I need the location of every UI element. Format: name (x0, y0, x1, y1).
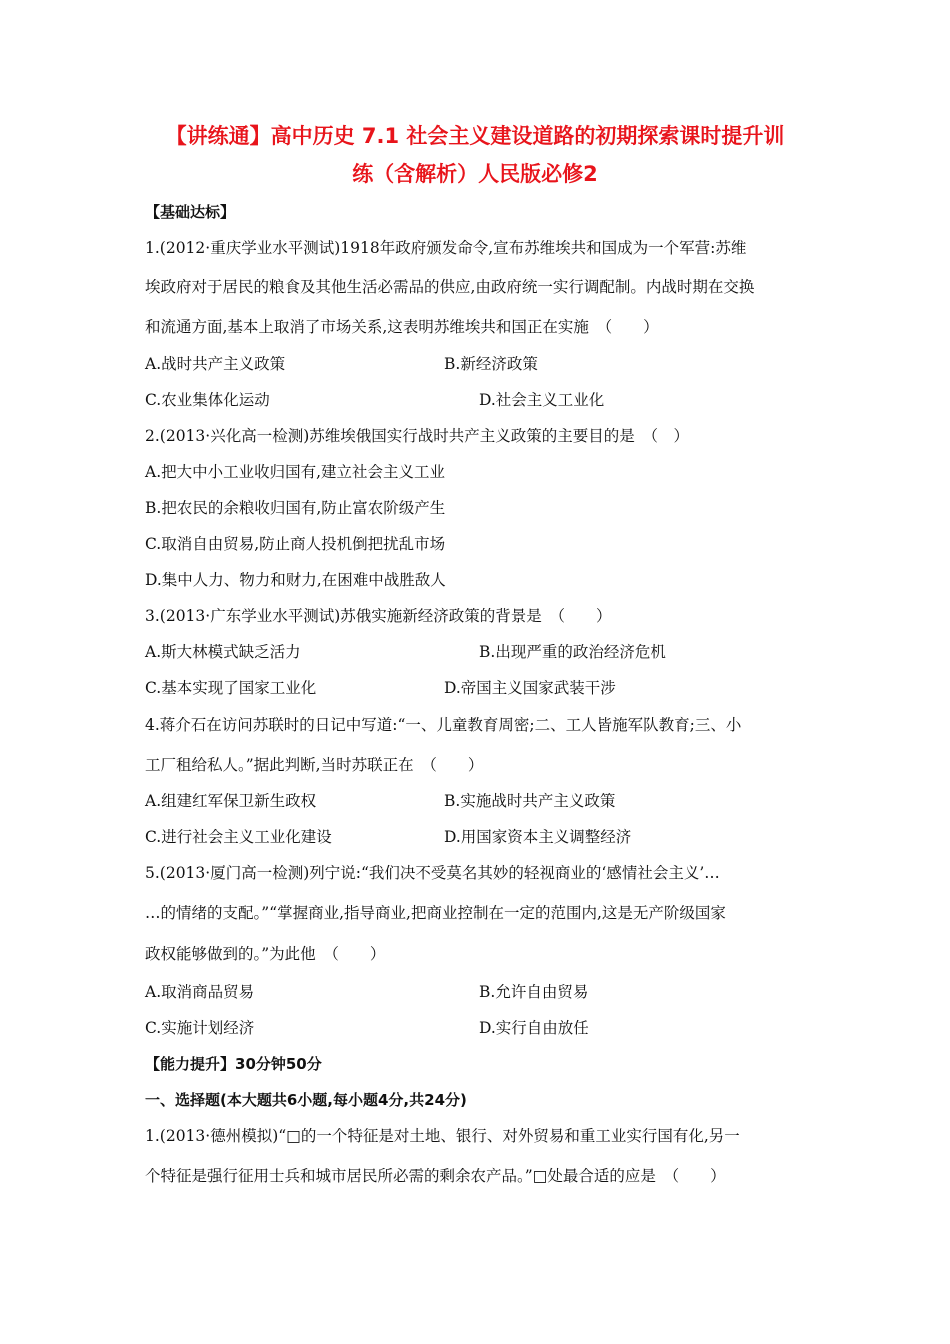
question-4-line-1: 4.蒋介石在访问苏联时的日记中写道:“一、儿童教育周密;二、工人皆施军队教育;三、小 (145, 716, 742, 734)
question-4-option-b: B.实施战时共产主义政策 (444, 792, 616, 810)
document-title-line-2: 练（含解析）人民版必修2 (352, 162, 598, 186)
question-3-line-1: 3.(2013·广东学业水平测试)苏俄实施新经济政策的背景是 （ ） (145, 607, 612, 625)
question-3-option-b: B.出现严重的政治经济危机 (479, 643, 666, 661)
question-1-option-d: D.社会主义工业化 (479, 391, 605, 409)
question-2-option-a: A.把大中小工业收归国有,建立社会主义工业 (145, 463, 446, 481)
question-4-option-d: D.用国家资本主义调整经济 (444, 828, 632, 846)
question-3-option-a: A.斯大林模式缺乏活力 (145, 643, 301, 661)
question-1-option-a: A.战时共产主义政策 (145, 355, 286, 373)
question-4-line-2: 工厂租给私人。”据此判断,当时苏联正在 （ ） (145, 756, 484, 774)
question-2-line-1: 2.(2013·兴化高一检测)苏维埃俄国实行战时共产主义政策的主要目的是 （ ） (145, 427, 690, 445)
question-5-line-2: …的情绪的支配。”“掌握商业,指导商业,把商业控制在一定的范围内,这是无产阶级国家 (145, 904, 726, 922)
question-5-option-d: D.实行自由放任 (479, 1019, 589, 1037)
question-4-option-c: C.进行社会主义工业化建设 (145, 828, 332, 846)
question-1-line-2: 埃政府对于居民的粮食及其他生活必需品的供应,由政府统一实行调配制。内战时期在交换 (145, 278, 755, 296)
question-2-option-b: B.把农民的余粮收归国有,防止富农阶级产生 (145, 499, 446, 517)
question-1-line-1: 1.(2012·重庆学业水平测试)1918年政府颁发命令,宣布苏维埃共和国成为一个军营:苏维 (145, 239, 747, 257)
question-2-option-d: D.集中人力、物力和财力,在困难中战胜敌人 (145, 571, 446, 589)
question-5-option-b: B.允许自由贸易 (479, 983, 589, 1001)
ability-question-1-line-2: 个特征是强行征用士兵和城市居民所必需的剩余农产品。”□处最合适的应是 （ ） (145, 1167, 726, 1185)
section-ability-heading: 【能力提升】30分钟50分 (145, 1055, 322, 1073)
question-1-line-3: 和流通方面,基本上取消了市场关系,这表明苏维埃共和国正在实施 （ ） (145, 318, 659, 336)
question-5-line-1: 5.(2013·厦门高一检测)列宁说:“我们决不受莫名其妙的轻视商业的‘感情社会主义’… (145, 864, 720, 882)
question-1-option-c: C.农业集体化运动 (145, 391, 270, 409)
question-5-option-a: A.取消商品贸易 (145, 983, 255, 1001)
document-title-line-1: 【讲练通】高中历史 7.1 社会主义建设道路的初期探索课时提升训 (165, 124, 785, 148)
section-basic-heading: 【基础达标】 (145, 203, 236, 221)
question-5-option-c: C.实施计划经济 (145, 1019, 255, 1037)
question-1-option-b: B.新经济政策 (444, 355, 538, 373)
ability-question-1-line-1: 1.(2013·德州模拟)“□的一个特征是对土地、银行、对外贸易和重工业实行国有化,另一 (145, 1127, 740, 1145)
question-4-option-a: A.组建红军保卫新生政权 (145, 792, 317, 810)
section-choice-heading: 一、选择题(本大题共6小题,每小题4分,共24分) (145, 1091, 467, 1109)
question-3-option-d: D.帝国主义国家武装干涉 (444, 679, 616, 697)
question-3-option-c: C.基本实现了国家工业化 (145, 679, 317, 697)
question-2-option-c: C.取消自由贸易,防止商人投机倒把扰乱市场 (145, 535, 446, 553)
question-5-line-3: 政权能够做到的。”为此他 （ ） (145, 945, 386, 963)
